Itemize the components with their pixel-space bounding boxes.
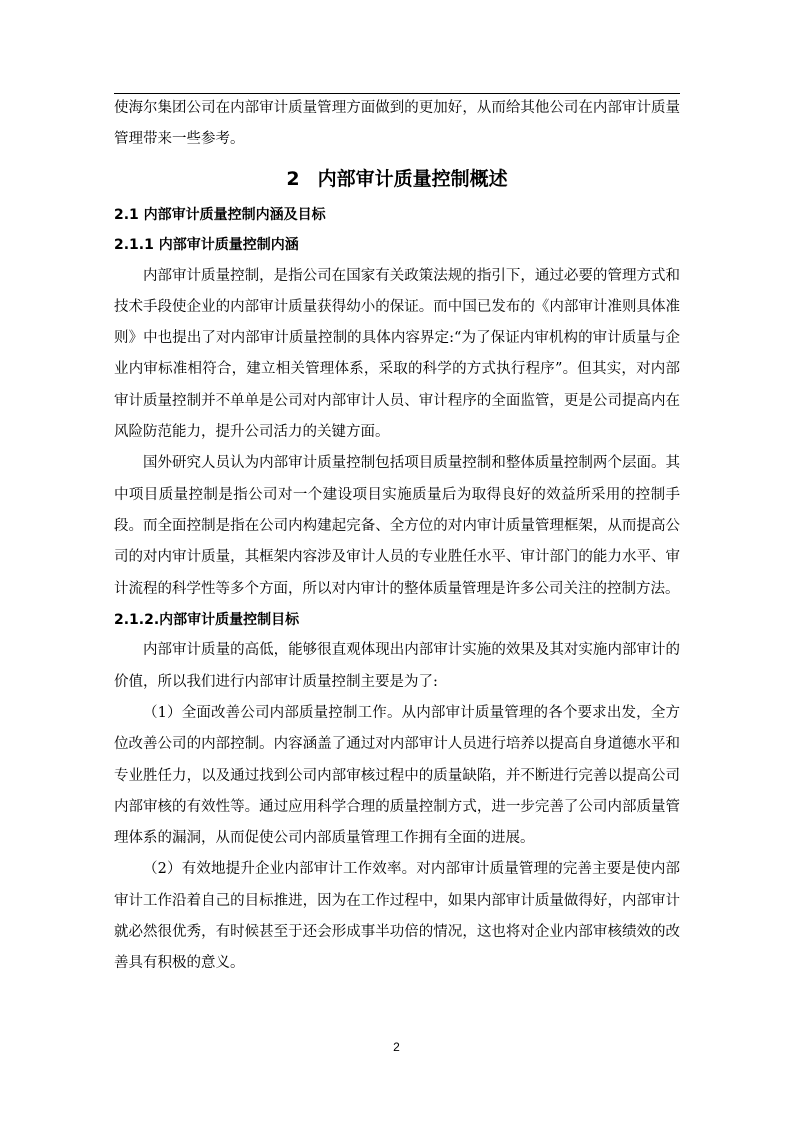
section-heading-2-1-1: 2.1.1 内部审计质量控制内涵 bbox=[114, 237, 299, 254]
intro-paragraph: 使海尔集团公司在内部审计质量管理方面做到的更加好，从而给其他公司在内部审计质量管理带来一些参考。 bbox=[114, 100, 680, 148]
paragraph-4: （1）全面改善公司内部质量控制工作。从内部审计质量管理的各个要求出发，全方位改善公司的内部控制。内容涵盖了通过对内部审计人员进行培养以提高自身道德水平和专业胜任力，以及通过找到公司内部审核过程中的质量缺陷，并不断进行完善以提高公司内部审核的有效性等。通过应用科学合理的质量控制方式，进一步完善了公司内部质量管理体系的漏洞，从而促使公司内部质量管理工作拥有全面的进展。 bbox=[114, 704, 680, 847]
paragraph-5: （2）有效地提升企业内部审计工作效率。对内部审计质量管理的完善主要是使内部审计工作沿着自己的目标推进，因为在工作过程中，如果内部审计质量做得好，内部审计就必然很优秀，有时候甚至于还会形成事半功倍的情况，这也将对企业内部审核绩效的改善具有积极的意义。 bbox=[114, 861, 680, 972]
section-heading-2-1: 2.1 内部审计质量控制内涵及目标 bbox=[114, 206, 326, 223]
paragraph-1: 内部审计质量控制，是指公司在国家有关政策法规的指引下，通过必要的管理方式和技术手段使企业的内部审计质量获得幼小的保证。而中国已发布的《内部审计准则具体准则》中也提出了对内部审计质量控制的具体内容界定:“为了保证内审机构的审计质量与企业内审标准相符合，建立相关管理体系，采取的科学的方式执行程序”。但其实，对内部审计质量控制并不单单是公司对内部审计人员、审计程序的全面监管，更是公司提高内在风险防范能力，提升公司活力的关键方面。 bbox=[114, 267, 680, 441]
page-number: 2 bbox=[393, 1040, 400, 1054]
paragraph-3: 内部审计质量的高低，能够很直观体现出内部审计实施的效果及其对实施内部审计的价值，所以我们进行内部审计质量控制主要是为了: bbox=[114, 642, 680, 690]
chapter-number: 2 bbox=[286, 167, 300, 190]
chapter-title: 内部审计质量控制概述 bbox=[317, 167, 508, 190]
page-body bbox=[114, 93, 680, 980]
paragraph-2: 国外研究人员认为内部审计质量控制包括项目质量控制和整体质量控制两个层面。其中项目质量控制是指公司对一个建设项目实施质量后为取得良好的效益所采用的控制手段。而全面控制是指在公司内构建起完备、全方位的对内审计质量管理框架，从而提高公司的对内审计质量，其框架内容涉及审计人员的专业胜任水平、审计部门的能力水平、审计流程的科学性等多个方面，所以对内审计的整体质量管理是许多公司关注的控制方法。 bbox=[114, 455, 680, 597]
section-heading-2-1-2: 2.1.2.内部审计质量控制目标 bbox=[114, 611, 300, 628]
chapter-heading bbox=[114, 162, 680, 196]
